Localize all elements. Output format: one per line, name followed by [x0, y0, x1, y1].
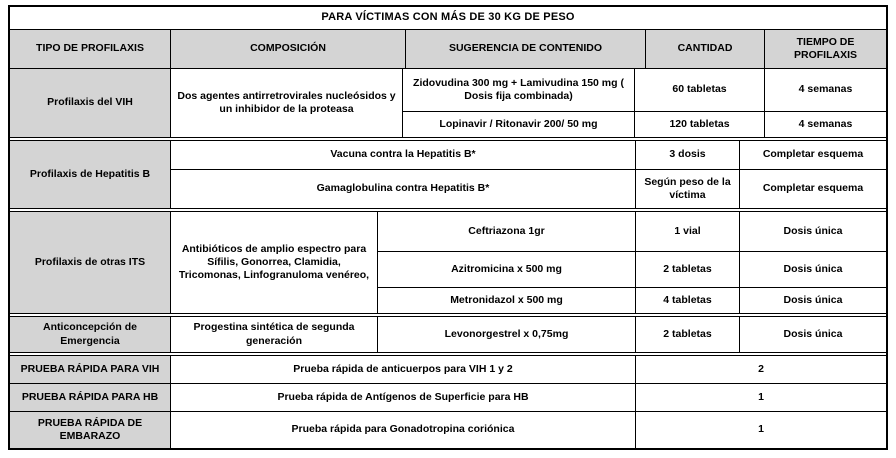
vih-row1-cantidad: 60 tabletas	[634, 69, 764, 111]
prueba-vih-descripcion-cell: Prueba rápida de anticuerpos para VIH 1 y 2	[170, 356, 635, 383]
hepatitis-row2-tiempo: Completar esquema	[739, 169, 886, 208]
vih-row2-sugerencia: Lopinavir / Ritonavir 200/ 50 mg	[402, 111, 634, 137]
col-header-tiempo: TIEMPO DE PROFILAXIS	[764, 30, 886, 68]
vih-tipo-cell: Profilaxis del VIH	[10, 69, 170, 137]
prueba-hb-cantidad-cell: 1	[635, 383, 886, 411]
its-row3-cantidad: 4 tabletas	[635, 287, 739, 313]
col-header-cantidad: CANTIDAD	[645, 30, 764, 68]
prueba-hb-descripcion-cell: Prueba rápida de Antígenos de Superficie para HB	[170, 383, 635, 411]
col-header-composicion: COMPOSICIÓN	[170, 30, 405, 68]
anticoncepcion-tipo-cell: Anticoncepción de Emergencia	[10, 317, 170, 352]
prueba-hb-tipo-cell: PRUEBA RÁPIDA PARA HB	[10, 383, 170, 411]
anticoncepcion-tiempo-cell: Dosis única	[739, 317, 886, 352]
hepatitis-row1-tiempo: Completar esquema	[739, 141, 886, 169]
anticoncepcion-sugerencia-cell: Levonorgestrel x 0,75mg	[377, 317, 635, 352]
vih-row1-tiempo: 4 semanas	[764, 69, 886, 111]
anticoncepcion-cantidad-cell: 2 tabletas	[635, 317, 739, 352]
prueba-embarazo-descripcion-cell: Prueba rápida para Gonadotropina coriónica	[170, 411, 635, 448]
vih-composicion-cell: Dos agentes antirretrovirales nucleósidos y un inhibidor de la proteasa	[170, 69, 402, 137]
hepatitis-tipo-cell: Profilaxis de Hepatitis B	[10, 141, 170, 208]
prueba-vih-cantidad-cell: 2	[635, 356, 886, 383]
its-composicion-cell: Antibióticos de amplio espectro para Sífilis, Gonorrea, Clamidia, Tricomonas, Linfogranuloma venéreo,	[170, 212, 377, 313]
prueba-embarazo-tipo-cell: PRUEBA RÁPIDA DE EMBARAZO	[10, 411, 170, 448]
header-row	[10, 29, 886, 68]
its-row1-cantidad: 1 vial	[635, 212, 739, 251]
its-tipo-cell: Profilaxis de otras ITS	[10, 212, 170, 313]
section-anticoncepcion	[10, 313, 886, 352]
its-row1-tiempo: Dosis única	[739, 212, 886, 251]
col-header-tipo: TIPO DE PROFILAXIS	[10, 30, 170, 68]
prueba-embarazo-cantidad-cell: 1	[635, 411, 886, 448]
its-row3-sugerencia: Metronidazol x 500 mg	[377, 287, 635, 313]
prophylaxis-table	[8, 5, 888, 450]
table-title-section	[10, 7, 886, 29]
its-row2-cantidad: 2 tabletas	[635, 251, 739, 287]
vih-row2-tiempo: 4 semanas	[764, 111, 886, 137]
its-row2-tiempo: Dosis única	[739, 251, 886, 287]
section-hepatitis-b	[10, 137, 886, 208]
section-pruebas-rapidas	[10, 352, 886, 448]
hepatitis-row2-descripcion: Gamaglobulina contra Hepatitis B*	[170, 169, 635, 208]
section-otras-its	[10, 208, 886, 313]
table-title: PARA VÍCTIMAS CON MÁS DE 30 KG DE PESO	[321, 11, 575, 24]
anticoncepcion-composicion-cell: Progestina sintética de segunda generación	[170, 317, 377, 352]
vih-row2-cantidad: 120 tabletas	[634, 111, 764, 137]
hepatitis-row1-descripcion: Vacuna contra la Hepatitis B*	[170, 141, 635, 169]
its-row3-tiempo: Dosis única	[739, 287, 886, 313]
its-row2-sugerencia: Azitromicina x 500 mg	[377, 251, 635, 287]
prueba-vih-tipo-cell: PRUEBA RÁPIDA PARA VIH	[10, 356, 170, 383]
section-vih	[10, 68, 886, 137]
vih-row1-sugerencia: Zidovudina 300 mg + Lamivudina 150 mg ( Dosis fija combinada)	[402, 69, 634, 111]
its-row1-sugerencia: Ceftriazona 1gr	[377, 212, 635, 251]
hepatitis-row2-cantidad: Según peso de la víctima	[635, 169, 739, 208]
hepatitis-row1-cantidad: 3 dosis	[635, 141, 739, 169]
col-header-sugerencia: SUGERENCIA DE CONTENIDO	[405, 30, 645, 68]
